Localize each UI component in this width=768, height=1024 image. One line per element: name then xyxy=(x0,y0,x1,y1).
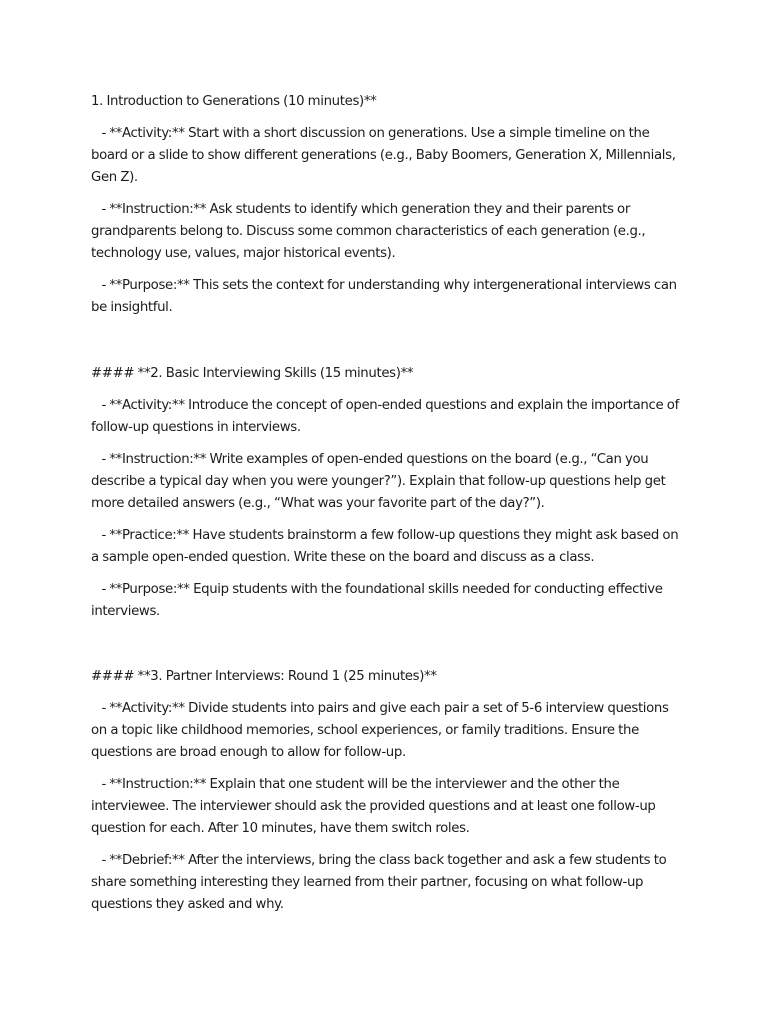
section-2-activity: - **Activity:** Introduce the concept of open-ended questions and explain the importance of follow-up questions in interviews. xyxy=(91,398,683,435)
section-2-practice: - **Practice:** Have students brainstorm a few follow-up questions they might ask based on a sample open-ended question. Write these on the board and discuss as a class. xyxy=(91,528,682,565)
section-1-purpose: - **Purpose:** This sets the context for understanding why intergenerational interviews can be insightful. xyxy=(91,278,681,315)
section-3-activity: - **Activity:** Divide students into pairs and give each pair a set of 5-6 interview questions on a topic like childhood memories, school experiences, or family traditions. Ensure the questions are broad enough to allow for follow-up. xyxy=(91,701,673,760)
section-1-heading: 1. Introduction to Generations (10 minutes)** xyxy=(91,94,377,109)
section-2-heading: #### **2. Basic Interviewing Skills (15 minutes)** xyxy=(91,366,414,381)
section-2-purpose: - **Purpose:** Equip students with the foundational skills needed for conducting effective interviews. xyxy=(91,582,667,619)
section-2-instruction: - **Instruction:** Write examples of open-ended questions on the board (e.g., “Can you describe a typical day when you were younger?”). Explain that follow-up questions help get more detailed answers (e.g., “What was your favorite part of the day?”). xyxy=(91,452,669,511)
section-1-instruction: - **Instruction:** Ask students to identify which generation they and their parents or grandparents belong to. Discuss some common characteristics of each generation (e.g., technology use, values, major historical events). xyxy=(91,202,649,261)
section-1-activity: - **Activity:** Start with a short discussion on generations. Use a simple timeline on the board or a slide to show different generations (e.g., Baby Boomers, Generation X, Millennials, Gen Z). xyxy=(91,126,680,185)
section-3-debrief: - **Debrief:** After the interviews, bring the class back together and ask a few students to share something interesting they learned from their partner, focusing on what follow-up questions they asked and why. xyxy=(91,853,670,912)
section-3-instruction: - **Instruction:** Explain that one student will be the interviewer and the other the interviewee. The interviewer should ask the provided questions and at least one follow-up question for each. After 10 minutes, have them switch roles. xyxy=(91,777,659,836)
section-3-heading: #### **3. Partner Interviews: Round 1 (25 minutes)** xyxy=(91,669,437,684)
